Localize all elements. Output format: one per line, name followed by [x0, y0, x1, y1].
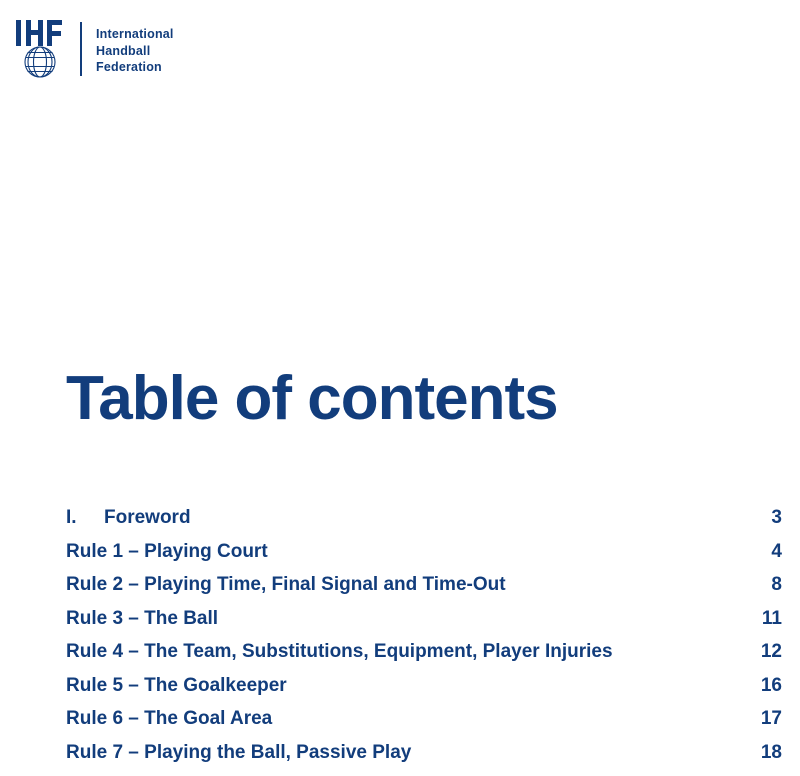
toc-entry-label: Foreword — [104, 507, 191, 528]
toc-entry-label: Rule 7 – Playing the Ball, Passive Play — [66, 741, 412, 763]
table-of-contents — [66, 508, 782, 776]
logo-divider — [80, 22, 82, 76]
toc-entry[interactable] — [66, 575, 782, 594]
toc-entry-page: 11 — [761, 607, 782, 629]
toc-entry-page: 16 — [760, 674, 782, 696]
toc-entry[interactable] — [66, 508, 782, 527]
toc-entry-page: 12 — [760, 641, 782, 662]
organization-name-line-2: Handball — [96, 43, 151, 58]
toc-entry-page: 3 — [771, 507, 782, 528]
toc-entry[interactable] — [66, 743, 782, 762]
toc-entry-label: Rule 3 – The Ball — [66, 607, 219, 629]
toc-entry-page: 17 — [760, 708, 782, 729]
toc-entry[interactable] — [66, 676, 782, 695]
organization-name-line-3: Federation — [96, 60, 162, 74]
toc-entry-label: Rule 2 – Playing Time, Final Signal and Time-Out — [66, 574, 506, 595]
organization-name — [96, 26, 174, 76]
toc-entry-number: I. — [66, 507, 77, 528]
toc-entry[interactable] — [66, 709, 782, 728]
toc-entry-page: 8 — [771, 574, 782, 595]
toc-entry-label: Rule 5 – The Goalkeeper — [66, 674, 287, 696]
toc-entry-label: Rule 4 – The Team, Substitutions, Equipment, Player Injuries — [66, 641, 613, 662]
toc-entry-page: 4 — [771, 540, 782, 562]
toc-entry[interactable] — [66, 542, 782, 561]
toc-entry-label: Rule 6 – The Goal Area — [66, 708, 273, 729]
ihf-globe-logo — [14, 18, 66, 80]
toc-entry-page: 18 — [760, 741, 782, 763]
organization-name-line-1: International — [96, 27, 174, 41]
page-title: Table of contents — [66, 364, 558, 433]
document-header — [14, 18, 174, 80]
toc-entry[interactable] — [66, 642, 782, 661]
toc-entry-label: Rule 1 – Playing Court — [66, 540, 268, 562]
toc-entry[interactable] — [66, 609, 782, 628]
